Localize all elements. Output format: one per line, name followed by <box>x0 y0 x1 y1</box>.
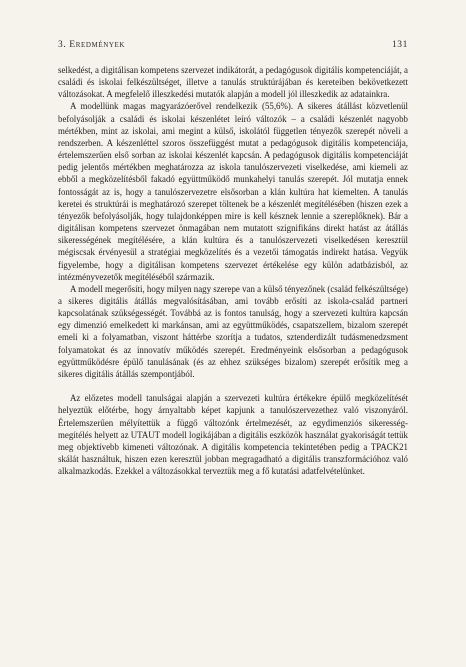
page-number: 131 <box>391 40 408 50</box>
body-text <box>58 64 408 477</box>
paragraph-1: selkedést, a digitálisan kompetens szervezet indikátorát, a pedagógusok digitális kompetenciáját, a családi és iskolai felkészültséget, illetve a tanulás struktúrájában és kereteiben bekövetkezett változásokat. A megfelelő illeszkedési mutatók alapján a modell jól illeszkedik az adatainkra. <box>58 65 408 100</box>
paragraph-3: A modell megerősíti, hogy milyen nagy szerepe van a külső tényezőnek (család felkészültsége) a sikeres digitális átállás megvalósításában, ami tovább erősíti az iskola-család partneri kapcsolatának szükségességét. Továbbá az is fontos tanulság, hogy a szervezeti kultúra kapcsán egy dimenzió emelkedett ki markánsan, ami az együttműködés, csapatszellem, bizalom szerepét emeli ki a folyamatban, viszont háttérbe szorítja a tudatos, sztenderdizált tudásmenedzsment folyamatokat és az innovatív működés szerepét. Eredményeink elsősorban a pedagógusok együttműködésre épülő tanulásának (és az ehhez szükséges bizalom) szerepét erősítik meg a sikeres digitális átállás szempontjából. <box>58 283 408 379</box>
paragraph-4: Az előzetes modell tanulságai alapján a szervezeti kultúra értékekre épülő megközelítését helyeztük előtérbe, hogy árnyaltabb képet kapjunk a tanulószervezethez való viszonyáról. Értelemszerűen mélyítettük a függő változónk értelmezését, az egydimenziós sikeresség-megítélés helyett az UTAUT modell logikájában a digitális eszközök használat gyakoriságát tettük meg objektívebb kimeneti változónak. A digitális kompetencia tekintetében pedig a TPACK21 skálát használtuk, hiszen ezen keresztül jobban megragadható a digitális transzformációhoz való alkalmazkodás. Ezekkel a változásokkal terveztük meg a fő kutatási adatfelvételünket. <box>58 393 408 477</box>
running-head <box>58 40 408 54</box>
paragraph-2: A modellünk magas magyarázóerővel rendelkezik (55,6%). A sikeres átállást közvetlenül befolyásolják a családi és iskolai készenlétet leíró változók – a családi készenlét nagyobb mértékben, mint az iskolai, ami megint a külső, iskolától független tényezők szerepét növeli a rendszerben. A készenléttel szoros összefüggést mutat a pedagógusok digitális kompetenciája, értelemszerűen első sorban az iskolai készenlét kapcsán. A pedagógusok digitális kompetenciáját pedig jelentős mértékben meghatározza az iskola tanulószervezeti viselkedése, ami kiemeli az ebből a megközelítésből fakadó együttműködő munkahelyi tanulás szerepét. Jól mutatja ennek fontosságát az is, hogy a tanulószervezetre elsősorban a klán kultúra hat kiemelten. A tanulás keretei és struktúrái is meghatározó szerepet töltenek be a készenlét megítélésében (hiszen ezek a tényezők befolyásolják, hogy tulajdonképpen mire is kell késznek lennie a szereplőknek). Bár a digitálisan kompetens szervezet önmagában nem mutatott szignifikáns direkt hatást az átállás sikerességének megítélésére, a klán kultúra és a tanulószervezeti viselkedésen keresztül mégiscsak érvényesül a stratégiai megközelítés és a vezetői támogatás indirekt hatása. Vegyük figyelembe, hogy a digitálisan kompetens szervezet értékelése egy külön adatbázisból, az intézményvezetők megítéléséből származik. <box>58 101 408 282</box>
chapter-title: 3. Eredmények <box>58 40 126 50</box>
